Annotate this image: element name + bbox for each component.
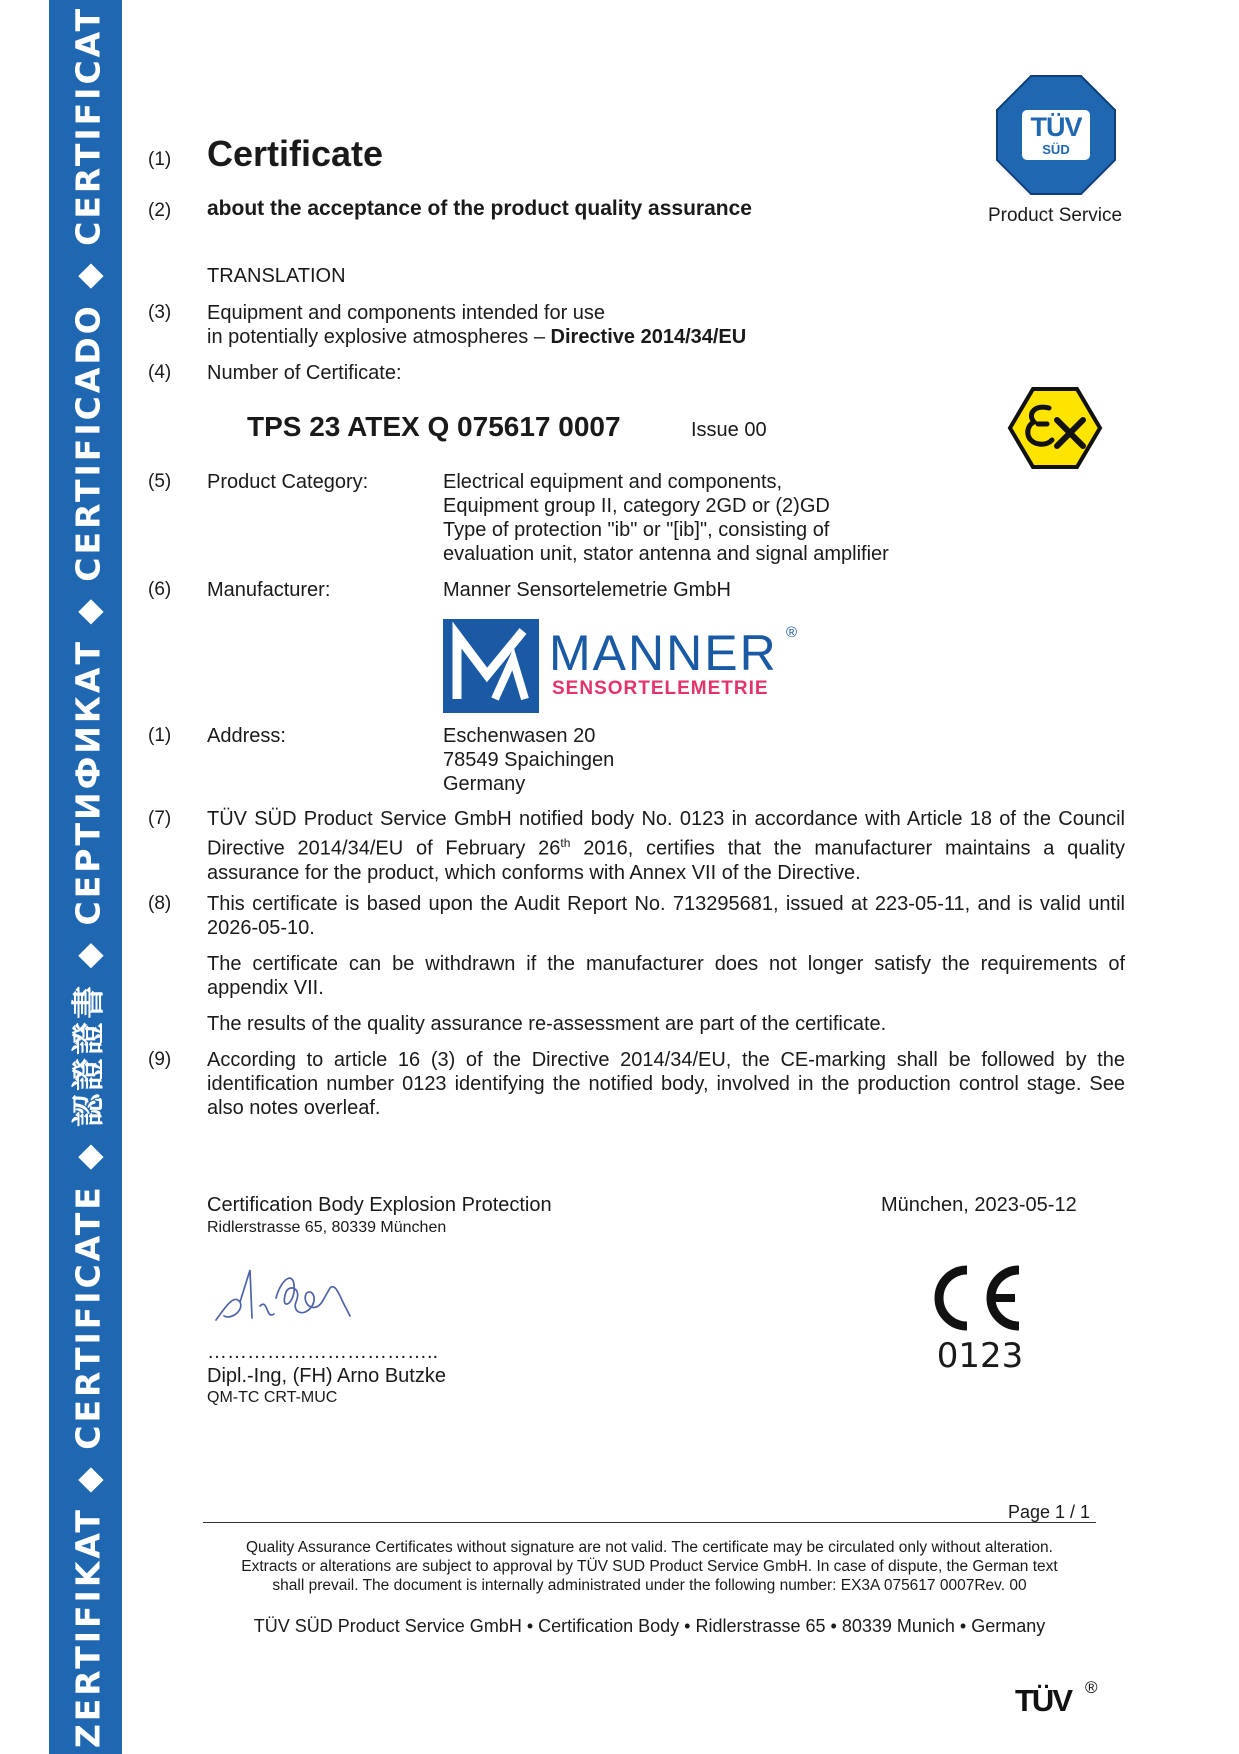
translation-label: TRANSLATION <box>207 265 346 287</box>
item-5-number: (5) <box>148 471 172 492</box>
footer-tuv-mark: TÜV <box>1015 1683 1071 1718</box>
footer-tuv-reg: ® <box>1085 1678 1098 1697</box>
issue-number: Issue 00 <box>691 419 767 441</box>
manner-logo-tagline: SENSORTELEMETRIE <box>552 678 769 699</box>
signer-department: QM-TC CRT-MUC <box>207 1389 338 1406</box>
product-category-label: Product Category: <box>207 471 369 493</box>
certificate-subtitle: about the acceptance of the product quality assurance <box>207 197 752 220</box>
item-8-text: This certificate is based upon the Audit Report No. 713295681, issued at 223-05-11, and is valid until 2026-05-10. <box>207 893 1125 939</box>
item-9-text: According to article 16 (3) of the Directive 2014/34/EU, the CE-marking shall be followed by the identification number 0123 identifying the notified body, involved in the production control stage. See also notes overleaf. <box>207 1049 1125 1119</box>
address-value: Eschenwasen 20 78549 Spaichingen Germany <box>443 725 615 795</box>
item-3-line-2 <box>207 325 746 349</box>
item-8-number: (8) <box>148 893 172 914</box>
item-3-line-2-prefix: in potentially explosive atmospheres – <box>207 326 551 348</box>
ex-hexagon-icon <box>1007 386 1103 470</box>
certificate-number: TPS 23 ATEX Q 075617 0007 <box>247 411 621 442</box>
item-7-line-2 <box>207 831 1125 861</box>
item-7-line-2a: Directive 2014/34/EU of February 26 <box>207 837 561 860</box>
ce-logo-icon <box>923 1262 1023 1334</box>
notified-body-number: 0123 <box>936 1336 1024 1376</box>
item-3-number: (3) <box>148 302 172 323</box>
tuv-logo-bottom: SÜD <box>1042 142 1070 157</box>
footer-company-line: TÜV SÜD Product Service GmbH • Certification Body • Ridlerstrasse 65 • 80339 Munich • Germany <box>253 1616 1046 1636</box>
manner-m-icon <box>443 619 539 713</box>
item-8-withdrawal: The certificate can be withdrawn if the manufacturer does not longer satisfy the requirements of appendix VII. <box>207 953 1125 999</box>
certification-body-address: Ridlerstrasse 65, 80339 München <box>207 1219 447 1236</box>
ce-mark <box>923 1262 1023 1334</box>
item-9-number: (9) <box>148 1049 172 1070</box>
item-4-number: (4) <box>148 362 172 383</box>
certificate-number-label: Number of Certificate: <box>207 362 402 384</box>
manner-logo-name: MANNER <box>549 625 778 681</box>
manner-logo-reg: ® <box>786 624 798 641</box>
product-service-caption: Product Service <box>987 205 1123 226</box>
certificate-title: Certificate <box>207 133 384 174</box>
item-8-reassessment: The results of the quality assurance re-assessment are part of the certificate. <box>207 1013 887 1035</box>
handwritten-signature <box>210 1258 370 1332</box>
signer-name: Dipl.-Ing, (FH) Arno Butzke <box>207 1365 446 1387</box>
footer-note: Quality Assurance Certificates without signature are not valid. The certificate may be circulated only without alteration. Extracts or alterations are subject to approval by TÜV SUD Product Service GmbH. In case of dispute, the German text shall prevail. The document is internally administrated under the following number: EX3A 075617 0007Rev. 00 <box>241 1539 1058 1594</box>
address-number: (1) <box>148 725 172 746</box>
item-6-number: (6) <box>148 579 172 600</box>
item-7-superscript: th <box>560 836 571 850</box>
item-7-text <box>207 807 1125 885</box>
item-7-line-1: TÜV SÜD Product Service GmbH notified body No. 0123 in accordance with Article 18 of the Council <box>207 808 1125 830</box>
manner-logo-mark <box>443 619 539 713</box>
address-label: Address: <box>207 725 286 747</box>
item-7-line-2b: 2016, certifies that the manufacturer maintains a quality <box>570 837 1125 860</box>
side-band-text: ZERTIFIKAT ◆ CERTIFICATE ◆ 認證證書 ◆ СЕРТИФИКАТ ◆ CERTIFICADO ◆ CERTIFICAT <box>68 5 107 1749</box>
signature-dots: …………………………….. <box>207 1341 439 1363</box>
tuv-logo-top: TÜV <box>1030 112 1082 142</box>
manufacturer-value: Manner Sensortelemetrie GmbH <box>443 579 731 601</box>
certification-body: Certification Body Explosion Protection <box>207 1194 552 1216</box>
directive-ref: Directive 2014/34/EU <box>550 326 747 348</box>
item-3-line-1: Equipment and components intended for use <box>207 302 606 324</box>
product-category-value: Electrical equipment and components, Equipment group II, category 2GD or (2)GD Type of protection "ib" or "[ib]", consisting of evaluation unit, stator antenna and signal amplifier <box>443 471 889 565</box>
signature-scribble-icon <box>210 1258 370 1332</box>
place-date: München, 2023-05-12 <box>881 1194 1077 1216</box>
manufacturer-label: Manufacturer: <box>207 579 331 601</box>
item-2-number: (2) <box>148 200 172 221</box>
page-number: Page 1 / 1 <box>1008 1502 1091 1522</box>
item-1-number: (1) <box>148 149 172 170</box>
side-band <box>49 0 122 1754</box>
ex-mark <box>1007 386 1103 470</box>
footer-divider <box>203 1522 1096 1523</box>
item-7-line-3: assurance for the product, which conforms with Annex VII of the Directive. <box>207 861 861 884</box>
item-7-number: (7) <box>148 808 172 829</box>
tuv-sud-logo <box>995 74 1117 196</box>
